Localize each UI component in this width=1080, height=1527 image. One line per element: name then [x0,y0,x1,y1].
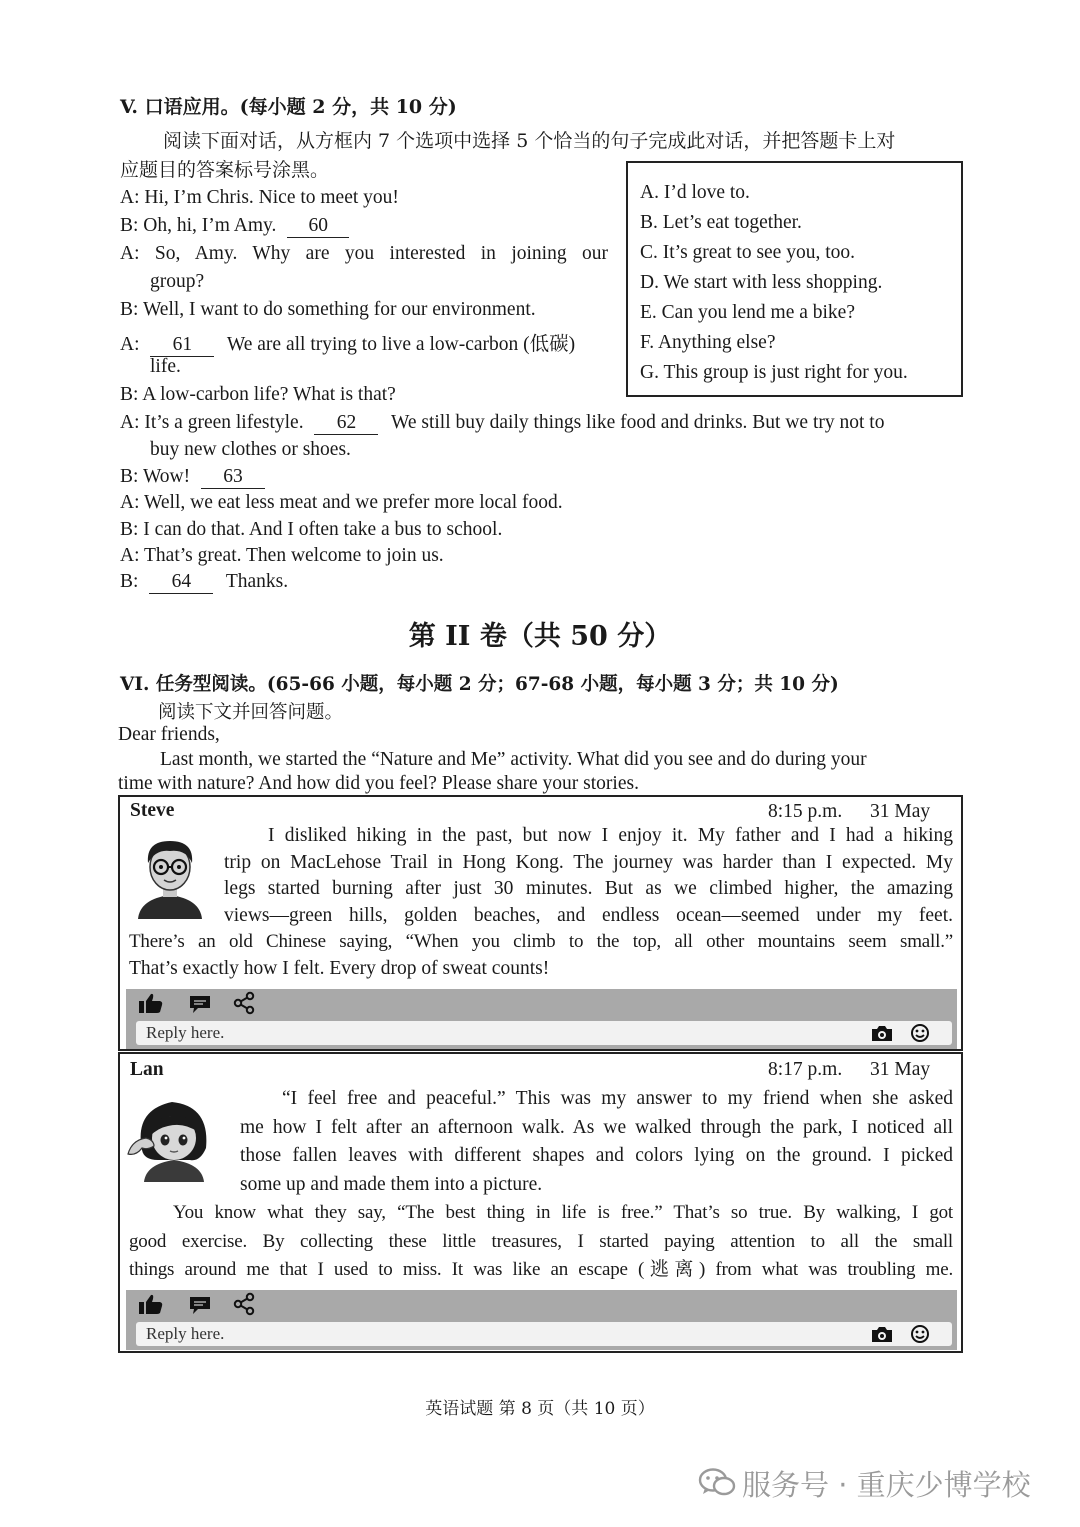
post-lan [118,1052,963,1353]
dialogue-line: life. [150,356,181,377]
dialogue-line: A: So, Amy. Why are you interested in joining our [120,243,608,264]
section5-heading: V. 口语应用。(每小题 2 分，共 10 分) [120,96,457,118]
post-line: I disliked hiking in the past, but now I enjoy it. My father and I had a hiking [268,825,953,846]
post-author: Lan [130,1059,164,1080]
emoji-icon[interactable] [910,1324,930,1344]
post-paragraph [240,1085,953,1199]
blank-62: 62 [314,412,378,435]
watermark-text: 服务号 · 重庆少博学校 [742,1468,1031,1502]
blank-61: 61 [150,334,214,357]
camera-icon[interactable] [870,1325,894,1343]
lan-avatar [124,1090,224,1182]
dialogue-line: B: I can do that. And I often take a bus to school. [120,519,503,540]
options-box [626,161,963,397]
intro-line: time with nature? And how did you feel? Please share your stories. [118,773,639,794]
option-a: A. I’d love to. [640,182,750,203]
option-b: B. Let’s eat together. [640,212,802,233]
post-line: legs started burning after just 30 minutes. But as we climbed higher, the amazing [224,878,953,899]
post-date: 31 May [870,801,931,822]
post-steve [118,795,963,1051]
dialogue-line: A: 61 We are all trying to live a low-carbon (低碳) [120,334,576,355]
option-c: C. It’s great to see you, too. [640,242,856,263]
post-line: things around me that I used to miss. It was like an escape (逃离) from what was troubling me. [129,1259,953,1280]
dialogue-line: B: A low-carbon life? What is that? [120,384,396,405]
option-d: D. We start with less shopping. [640,272,883,293]
post-time: 8:17 p.m. [768,1059,843,1080]
reply-placeholder: Reply here. [146,1324,225,1343]
dialogue-line: B: Oh, hi, I’m Amy. 60 [120,215,349,238]
volume2-title: 第 II 卷（共 50 分） [408,621,672,652]
section5-instruction-1: 阅读下面对话，从方框内 7 个选项中选择 5 个恰当的句子完成此对话，并把答题卡上对 [163,130,896,152]
like-icon[interactable] [138,992,164,1014]
comment-icon[interactable] [188,994,212,1014]
post-paragraph [129,1199,953,1285]
post-line: There’s an old Chinese saying, “When you climb to the top, all other mountains seem small.” [129,931,953,952]
comment-icon[interactable] [188,1295,212,1315]
post-line: good exercise. By collecting these little treasures, I started paying attention to all the small [129,1230,953,1252]
intro-line: Last month, we started the “Nature and Me” activity. What did you see and do during your [160,749,867,770]
section6-heading: VI. 任务型阅读。(65-66 小题，每小题 2 分；67-68 小题，每小题 3 分；共 10 分) [120,674,839,695]
like-icon[interactable] [138,1293,164,1315]
section6-instruction: 阅读下文并回答问题。 [158,702,344,723]
post-line: “I feel free and peaceful.” This was my answer to my friend when she asked [282,1088,953,1109]
post-line: some up and made them into a picture. [240,1173,543,1195]
dialogue-line: A: That’s great. Then welcome to join us. [120,545,444,566]
steve-avatar [130,833,210,919]
post-line: me how I felt after an afternoon walk. As we walked through the park, I noticed all [240,1116,953,1138]
post-time: 8:15 p.m. [768,801,843,822]
blank-64: 64 [149,571,213,594]
post-paragraph [224,823,953,929]
post-line: those fallen leaves with different shapes and colors lying on the ground. I picked [240,1145,953,1166]
emoji-icon[interactable] [910,1023,930,1043]
reply-input[interactable] [136,1021,952,1045]
dialogue-line: A: Hi, I’m Chris. Nice to meet you! [120,187,399,208]
salutation: Dear friends, [118,724,220,745]
post-toolbar [126,1290,957,1350]
dialogue-line: A: Well, we eat less meat and we prefer more local food. [120,492,563,513]
post-line: views—green hills, golden beaches, and endless ocean—seemed under my feet. [224,904,953,926]
blank-60: 60 [287,215,349,238]
share-icon[interactable] [232,1292,256,1316]
post-line: That’s exactly how I felt. Every drop of sweat counts! [129,957,550,979]
post-line: You know what they say, “The best thing in life is free.” That’s so true. By walking, I got [173,1202,953,1223]
wechat-icon [698,1467,736,1499]
dialogue-line: group? [150,271,205,292]
post-paragraph [129,929,953,982]
page-footer: 英语试题 第 8 页（共 10 页） [425,1399,655,1419]
post-line: trip on MacLehose Trail in Hong Kong. The journey was harder than I expected. My [224,851,953,873]
reply-placeholder: Reply here. [146,1023,225,1042]
post-toolbar [126,989,957,1049]
option-e: E. Can you lend me a bike? [640,302,855,323]
post-date: 31 May [870,1059,931,1080]
dialogue-line: B: Wow! 63 [120,466,265,489]
post-author: Steve [130,800,175,821]
option-f: F. Anything else? [640,332,776,353]
option-g: G. This group is just right for you. [640,362,908,383]
dialogue-line: buy new clothes or shoes. [150,439,351,460]
camera-icon[interactable] [870,1024,894,1042]
dialogue-line: B: Well, I want to do something for our environment. [120,299,536,320]
blank-63: 63 [201,466,265,489]
share-icon[interactable] [232,991,256,1015]
dialogue-line: B: 64 Thanks. [120,571,289,592]
dialogue-line: A: It’s a green lifestyle. 62 We still buy daily things like food and drinks. But we try not to [120,412,885,433]
reply-input[interactable] [136,1322,952,1346]
section5-instruction-2: 应题目的答案标号涂黑。 [120,159,330,181]
